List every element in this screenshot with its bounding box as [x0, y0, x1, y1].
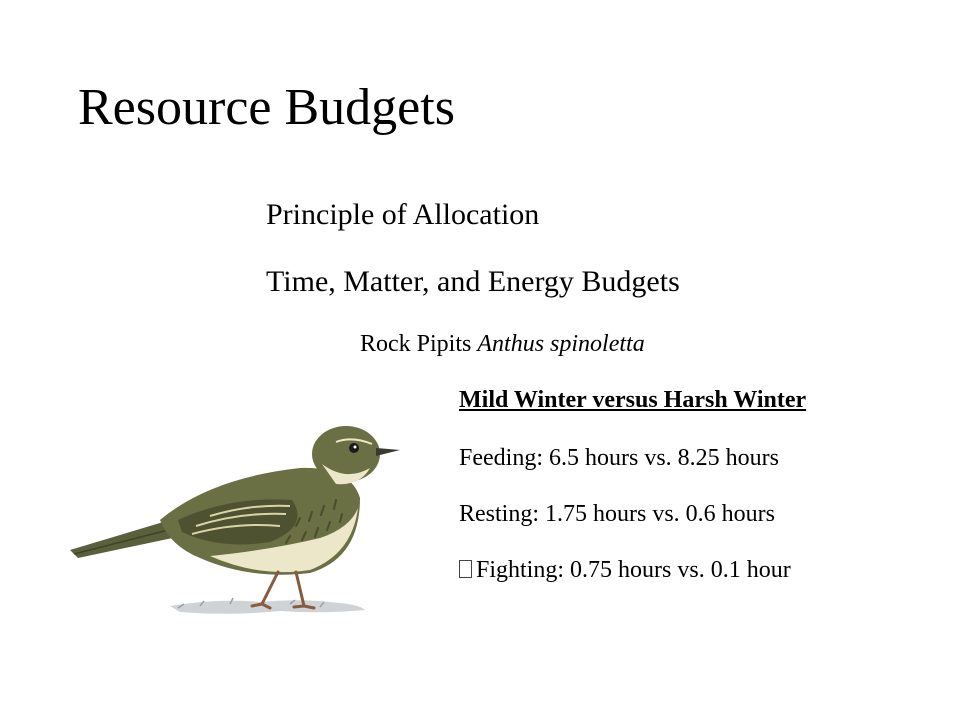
species-common-name: Rock Pipits	[360, 331, 478, 357]
empty-box-bullet-icon	[459, 560, 472, 578]
budgets-line: Time, Matter, and Energy Budgets	[266, 265, 680, 298]
comparison-heading: Mild Winter versus Harsh Winter	[459, 387, 807, 413]
species-line	[360, 332, 645, 356]
feeding-row: Feeding: 6.5 hours vs. 8.25 hours	[459, 445, 779, 471]
species-scientific-name: Anthus spinoletta	[477, 331, 645, 357]
slide-title: Resource Budgets	[78, 79, 455, 136]
rock-pipit-bird-icon	[60, 408, 440, 628]
fighting-row: Fighting: 0.75 hours vs. 0.1 hour	[476, 557, 791, 583]
principle-of-allocation: Principle of Allocation	[266, 198, 540, 231]
resting-row: Resting: 1.75 hours vs. 0.6 hours	[459, 501, 776, 527]
fighting-row-wrapper	[459, 558, 791, 582]
